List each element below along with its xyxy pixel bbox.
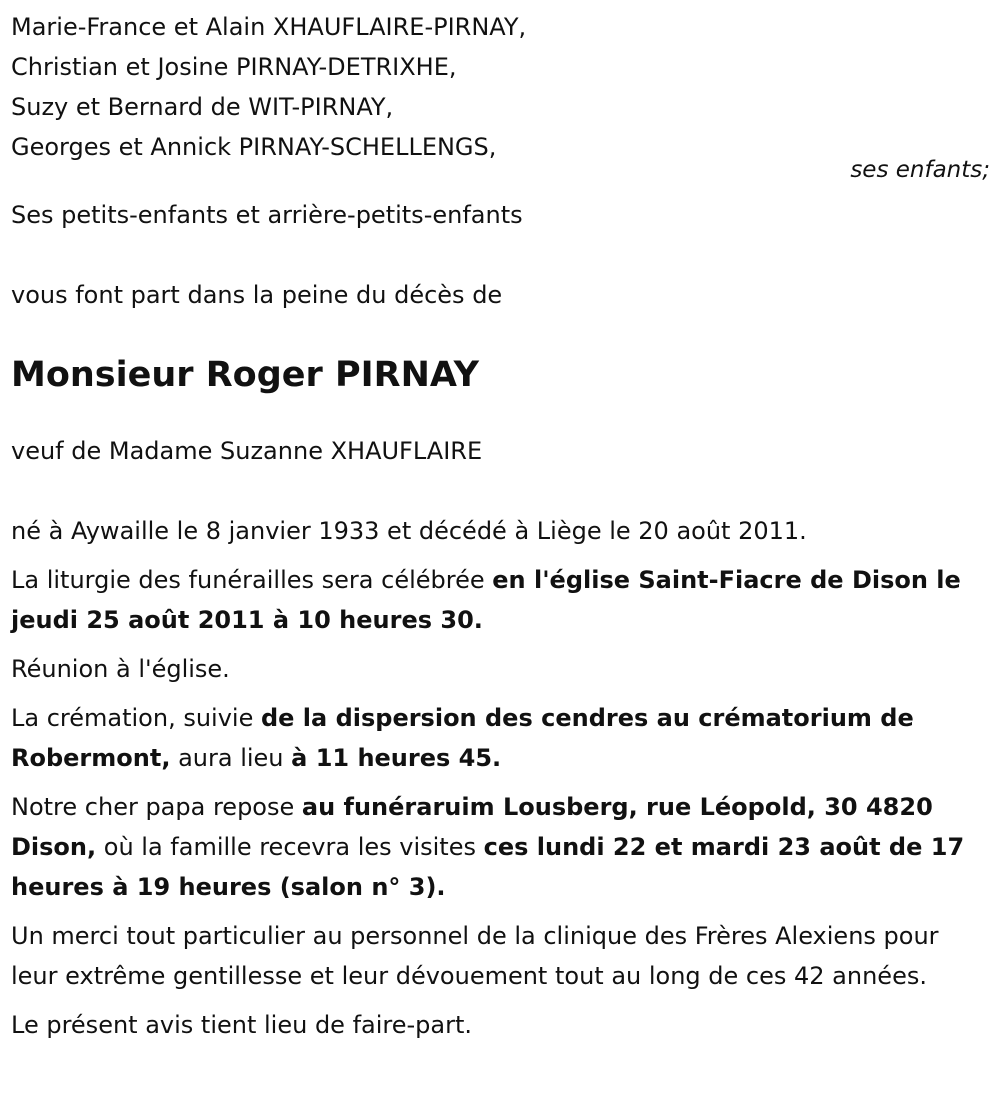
- announcement-line: vous font part dans la peine du décès de: [11, 281, 503, 309]
- birth-death-line: né à Aywaille le 8 janvier 1933 et décédé à Liège le 20 août 2011.: [11, 517, 807, 545]
- liturgy-location-time: en l'église Saint-Fiacre de Dison le jeudi 25 août 2011 à 10 heures 30.: [11, 566, 961, 634]
- funeral-home-text-2: où la famille recevra les visites: [96, 833, 484, 861]
- cremation-text-2: aura lieu: [170, 744, 292, 772]
- cremation-location: de la dispersion des cendres au crématorium de Robermont,: [11, 704, 914, 772]
- visiting-hours: ces lundi 22 et mardi 23 août de 17 heures à 19 heures (salon n° 3).: [11, 833, 965, 901]
- family-line: Marie-France et Alain XHAUFLAIRE-PIRNAY,: [11, 13, 527, 41]
- funeral-home-paragraph: [11, 787, 990, 907]
- widow-line: veuf de Madame Suzanne XHAUFLAIRE: [11, 437, 483, 465]
- closing-line: Le présent avis tient lieu de faire-part.: [11, 1011, 473, 1039]
- children-label: ses enfants;: [850, 157, 990, 183]
- funeral-home-text: Notre cher papa repose: [11, 793, 302, 821]
- liturgy-text: La liturgie des funérailles sera célébrée: [11, 566, 493, 594]
- family-line: Christian et Josine PIRNAY-DETRIXHE,: [11, 53, 457, 81]
- family-list: [11, 0, 990, 167]
- cremation-text: La crémation, suivie: [11, 704, 261, 732]
- funeral-home-address: au funéraruim Lousberg, rue Léopold, 30 4820 Dison,: [11, 793, 933, 861]
- thanks-paragraph: Un merci tout particulier au personnel de la clinique des Frères Alexiens pour leur extrême gentillesse et leur dévouement tout au long de ces 42 années.: [11, 922, 939, 990]
- reunion-line: Réunion à l'église.: [11, 655, 230, 683]
- liturgy-paragraph: [11, 560, 990, 640]
- family-line: Suzy et Bernard de WIT-PIRNAY,: [11, 93, 394, 121]
- cremation-time: à 11 heures 45.: [291, 744, 502, 772]
- family-line: Georges et Annick PIRNAY-SCHELLENGS,: [11, 133, 497, 161]
- grandchildren-line: Ses petits-enfants et arrière-petits-enfants: [11, 201, 523, 229]
- cremation-paragraph: [11, 698, 990, 778]
- deceased-name: Monsieur Roger PIRNAY: [11, 355, 479, 395]
